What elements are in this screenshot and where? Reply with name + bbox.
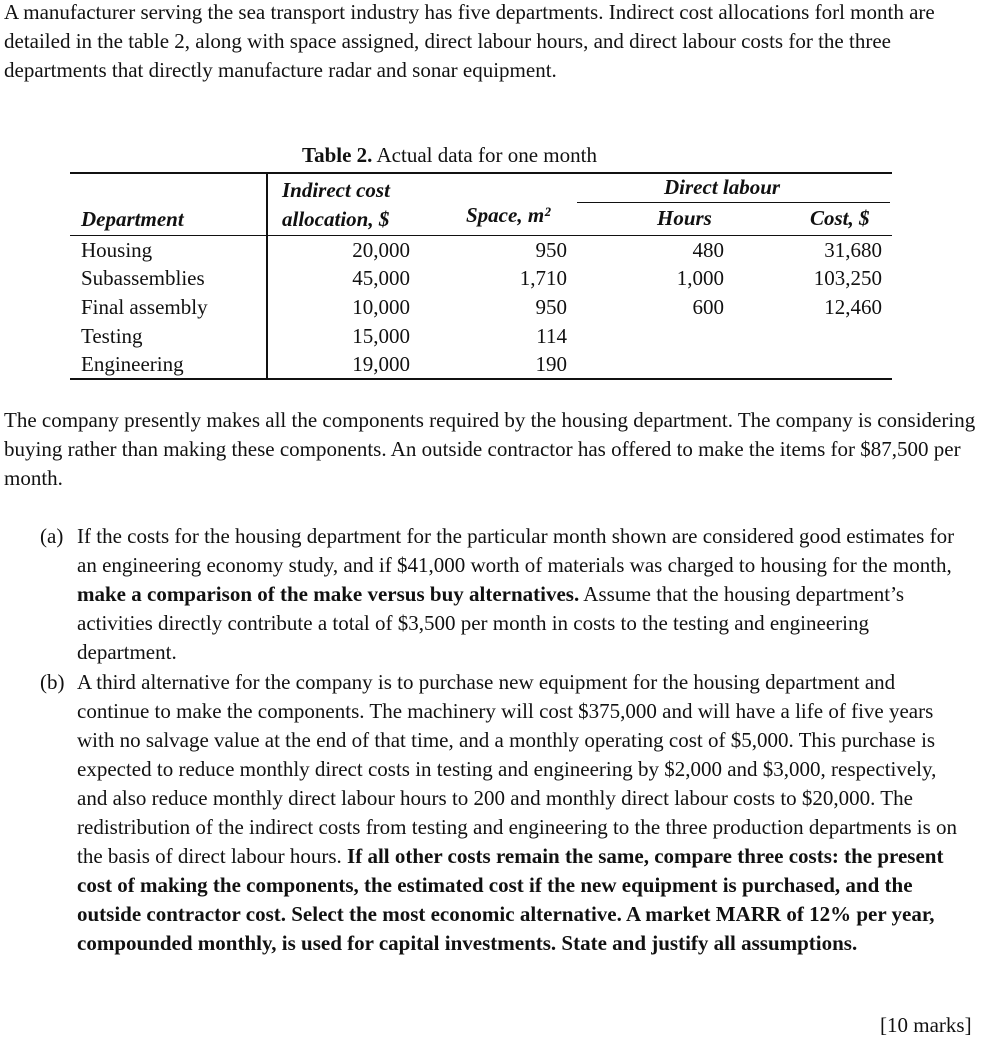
header-indirect-line1: Indirect cost [282, 178, 390, 202]
table-bottom-rule [70, 378, 892, 380]
question-a-body [77, 522, 970, 667]
header-direct-labour: Direct labour [664, 175, 781, 199]
row-housing-department: Housing [81, 238, 153, 262]
row-housing-hours: 480 [692, 238, 724, 262]
header-department: Department [81, 207, 184, 231]
question-b [40, 668, 970, 958]
row-subassemblies-department: Subassemblies [81, 266, 205, 290]
row-engineering-space: 190 [535, 352, 567, 376]
row-final-assembly-space: 950 [535, 295, 567, 319]
row-testing-space: 114 [536, 324, 567, 348]
table-header-rule [70, 235, 892, 236]
row-testing-department: Testing [81, 324, 143, 348]
table-top-rule [70, 172, 892, 174]
row-final-assembly-hours: 600 [692, 295, 724, 319]
row-final-assembly-indirect: 10,000 [352, 295, 410, 319]
intro-paragraph: A manufacturer serving the sea transport industry has five departments. Indirect cost allocations forl month are detailed in the table 2, along with space assigned, direct labour hours, and direct labour costs for the three departments that directly manufacture radar and sonar equipment. [4, 0, 935, 82]
row-subassemblies-hours: 1,000 [676, 266, 724, 290]
row-subassemblies-cost: 103,250 [813, 266, 882, 290]
row-testing-indirect: 15,000 [352, 324, 410, 348]
table-caption [302, 143, 597, 168]
question-b-label: (b) [40, 670, 65, 694]
table-caption-label: Table 2. [302, 143, 373, 167]
question-b-bold: If all other costs remain the same, compare three costs: the present cost of making the components, the estimated cost if the new equipment is purchased, and the outside contractor cost. Select the most economic alternative. A market MARR of 12% per year, compounded monthly, is used for capital investments. State and justify all assumptions. [77, 844, 944, 955]
header-cost: Cost, $ [810, 206, 870, 230]
row-housing-cost: 31,680 [824, 238, 882, 262]
question-b-text1: A third alternative for the company is to purchase new equipment for the housing department and continue to make the components. The machinery will cost $375,000 and will have a life of five years with no salvage value at the end of that time, and a monthly operating cost of $5,000. This purchase is expected to reduce monthly direct costs in testing and engineering by $2,000 and $3,000, respectively, and also reduce monthly direct labour hours to 200 and monthly direct labour costs to $20,000. The redistribution of the indirect costs from testing and engineering to the three production departments is on the basis of direct labour hours. [77, 670, 958, 868]
row-housing-indirect: 20,000 [352, 238, 410, 262]
contractor-paragraph: The company presently makes all the components required by the housing department. The company is considering buying rather than making these components. An outside contractor has offered to make the items for $87,500 per month. [4, 408, 976, 490]
table-vertical-rule [266, 172, 268, 380]
question-b-body [77, 668, 970, 958]
row-final-assembly-department: Final assembly [81, 295, 208, 319]
table-caption-text: Actual data for one month [372, 143, 597, 167]
direct-labour-rule [577, 202, 890, 203]
row-subassemblies-space: 1,710 [519, 266, 567, 290]
row-subassemblies-indirect: 45,000 [352, 266, 410, 290]
question-a-text2: Assume that the housing department’s activities directly contribute a total of $3,500 per month in costs to the testing and engineering department. [77, 582, 905, 664]
header-hours: Hours [657, 206, 712, 230]
row-engineering-indirect: 19,000 [352, 352, 410, 376]
row-housing-space: 950 [535, 238, 567, 262]
header-indirect-line2: allocation, $ [282, 207, 390, 231]
header-space: Space, m² [466, 203, 551, 227]
question-a [40, 522, 970, 667]
row-engineering-department: Engineering [81, 352, 184, 376]
question-a-label: (a) [40, 524, 64, 548]
question-a-text1: If the costs for the housing department for the particular month shown are considered good estimates for an engineering economy study, and if $41,000 worth of materials was charged to housing for the month, [77, 524, 955, 577]
row-final-assembly-cost: 12,460 [824, 295, 882, 319]
marks-label: [10 marks] [880, 1013, 972, 1037]
question-a-bold: make a comparison of the make versus buy alternatives. [77, 582, 580, 606]
